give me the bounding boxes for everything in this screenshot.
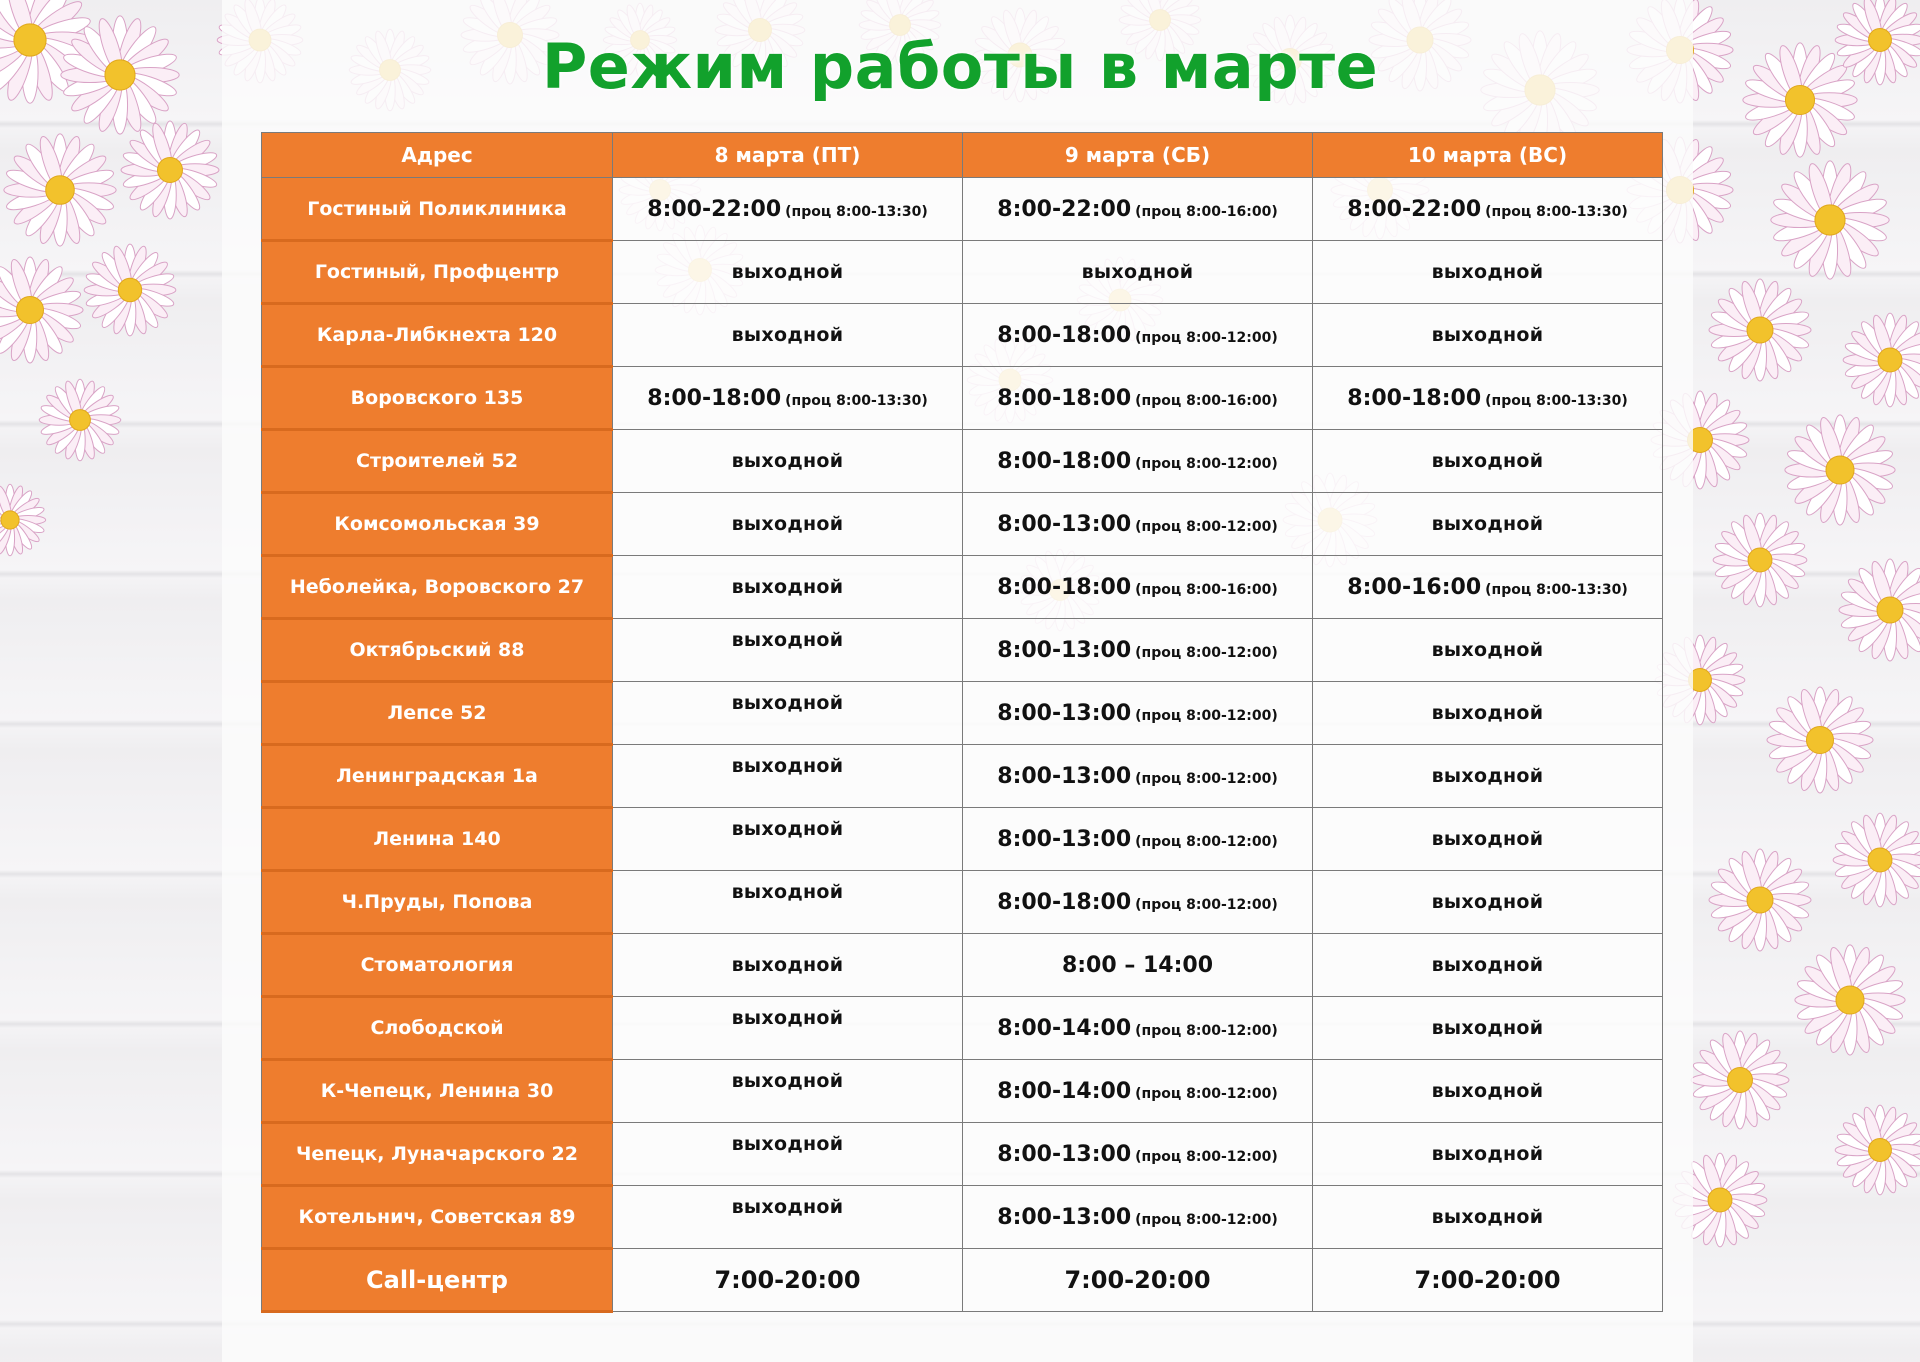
hours-main: 8:00-13:00 [997, 700, 1132, 726]
procedures-hours: (проц 8:00-16:00) [1135, 581, 1278, 598]
hours-cell-day2 [963, 1060, 1313, 1123]
hours-main: 8:00-22:00 [647, 196, 782, 222]
hours-cell-day3 [1313, 241, 1663, 304]
day-off-label: выходной [1431, 261, 1544, 283]
hours-cell-day1 [613, 682, 963, 745]
hours-cell-day1 [613, 367, 963, 430]
daisy-flower [4, 134, 116, 246]
daisy-flower [1771, 161, 1889, 279]
hours-cell-day2 [963, 493, 1313, 556]
hours-cell-day2 [963, 745, 1313, 808]
hours-cell-day1 [613, 934, 963, 997]
procedures-hours: (проц 8:00-12:00) [1135, 707, 1278, 724]
hours-cell-day2 [963, 241, 1313, 304]
table-row [262, 241, 1663, 304]
day-off-label: выходной [1431, 828, 1544, 850]
daisy-flower [1713, 513, 1807, 607]
hours-main: 8:00-13:00 [997, 1141, 1132, 1167]
day-off-label: выходной [1431, 450, 1544, 472]
table-row [262, 682, 1663, 745]
hours-cell-day2 [963, 682, 1313, 745]
hours-cell-day3 [1313, 304, 1663, 367]
hours-main: 8:00-16:00 [1347, 574, 1482, 600]
day-off-label: выходной [731, 1133, 844, 1155]
day-off-label: выходной [1431, 891, 1544, 913]
procedures-hours: (проц 8:00-12:00) [1135, 644, 1278, 661]
table-row [262, 745, 1663, 808]
hours-main: 8:00-18:00 [1347, 385, 1482, 411]
call-center-hours-day2 [963, 1249, 1313, 1312]
hours-cell-day2 [963, 304, 1313, 367]
hours-cell-day1 [613, 997, 963, 1060]
day-off-label: выходной [731, 1196, 844, 1218]
hours-cell-day2 [963, 997, 1313, 1060]
hours-cell-day1 [613, 745, 963, 808]
day-off-label: выходной [731, 1070, 844, 1092]
address-cell: Гостиный, Профцентр [262, 241, 613, 304]
hours-cell-day2 [963, 556, 1313, 619]
daisy-flower [1691, 1031, 1789, 1129]
day-off-label: выходной [1431, 1143, 1544, 1165]
hours-cell-day3 [1313, 367, 1663, 430]
procedures-hours: (проц 8:00-12:00) [1135, 770, 1278, 787]
daisy-flower [1795, 945, 1905, 1055]
address-cell: Гостиный Поликлиника [262, 178, 613, 241]
hours-main: 8:00-18:00 [647, 385, 782, 411]
address-cell: Стоматология [262, 934, 613, 997]
hours-main: 8:00-22:00 [997, 196, 1132, 222]
hours-cell-day2 [963, 934, 1313, 997]
address-cell: Чепецк, Луначарского 22 [262, 1123, 613, 1186]
table-row [262, 367, 1663, 430]
day-off-label: выходной [1431, 639, 1544, 661]
hours-cell-day3 [1313, 1060, 1663, 1123]
daisy-flower [1843, 313, 1920, 407]
daisy-flower [121, 121, 219, 219]
day-off-label: выходной [731, 450, 844, 472]
hours-cell-day3 [1313, 745, 1663, 808]
daisy-flower [1785, 415, 1895, 525]
hours-cell-day2 [963, 871, 1313, 934]
procedures-hours: (проц 8:00-12:00) [1135, 1085, 1278, 1102]
daisy-flower [1833, 813, 1920, 907]
hours-cell-day2 [963, 430, 1313, 493]
procedures-hours: (проц 8:00-16:00) [1135, 203, 1278, 220]
hours-cell-day2 [963, 1123, 1313, 1186]
day-off-label: выходной [731, 261, 844, 283]
day-off-label: выходной [1431, 1206, 1544, 1228]
table-row [262, 871, 1663, 934]
hours-cell-day2 [963, 808, 1313, 871]
day-off-label: выходной [1431, 765, 1544, 787]
table-row [262, 1123, 1663, 1186]
procedures-hours: (проц 8:00-12:00) [1135, 455, 1278, 472]
table-row [262, 1186, 1663, 1249]
hours-cell-day1 [613, 493, 963, 556]
hours-cell-day1 [613, 430, 963, 493]
day-off-label: выходной [731, 324, 844, 346]
table-row [262, 178, 1663, 241]
hours-cell-day3 [1313, 1123, 1663, 1186]
hours-cell-day1 [613, 871, 963, 934]
hours-main: 7:00-20:00 [1064, 1266, 1211, 1294]
table-row [262, 1060, 1663, 1123]
column-header-address: Адрес [262, 133, 613, 178]
hours-main: 8:00-13:00 [997, 826, 1132, 852]
day-off-label: выходной [1431, 1017, 1544, 1039]
table-row [262, 556, 1663, 619]
hours-cell-day1 [613, 304, 963, 367]
day-off-label: выходной [731, 881, 844, 903]
hours-main: 8:00 – 14:00 [1061, 952, 1214, 978]
address-cell: Ленинградская 1а [262, 745, 613, 808]
hours-cell-day3 [1313, 178, 1663, 241]
address-cell: Комсомольская 39 [262, 493, 613, 556]
hours-cell-day2 [963, 367, 1313, 430]
daisy-flower [1835, 1105, 1920, 1195]
day-off-label: выходной [731, 513, 844, 535]
procedures-hours: (проц 8:00-12:00) [1135, 1022, 1278, 1039]
day-off-label: выходной [731, 755, 844, 777]
hours-main: 8:00-18:00 [997, 385, 1132, 411]
hours-cell-day1 [613, 556, 963, 619]
table-header-row [262, 133, 1663, 178]
day-off-label: выходной [731, 692, 844, 714]
day-off-label: выходной [1431, 1080, 1544, 1102]
day-off-label: выходной [1431, 954, 1544, 976]
daisy-flower [1767, 687, 1873, 793]
daisy-flower [1839, 559, 1920, 661]
procedures-hours: (проц 8:00-12:00) [1135, 518, 1278, 535]
hours-cell-day2 [963, 1186, 1313, 1249]
address-cell: Слободской [262, 997, 613, 1060]
call-center-label: Call-центр [262, 1249, 613, 1312]
page-title: Режим работы в марте [541, 30, 1379, 103]
procedures-hours: (проц 8:00-16:00) [1135, 392, 1278, 409]
hours-main: 8:00-18:00 [997, 448, 1132, 474]
hours-main: 7:00-20:00 [714, 1266, 861, 1294]
call-center-row [262, 1249, 1663, 1312]
table-row [262, 430, 1663, 493]
procedures-hours: (проц 8:00-13:30) [1485, 203, 1628, 220]
hours-main: 8:00-13:00 [997, 511, 1132, 537]
day-off-label: выходной [731, 629, 844, 651]
day-off-label: выходной [731, 576, 844, 598]
hours-cell-day3 [1313, 934, 1663, 997]
address-cell: Котельнич, Советская 89 [262, 1186, 613, 1249]
hours-cell-day3 [1313, 808, 1663, 871]
hours-cell-day1 [613, 178, 963, 241]
daisy-flower [1709, 279, 1811, 381]
day-off-label: выходной [731, 954, 844, 976]
hours-cell-day1 [613, 808, 963, 871]
table-row [262, 304, 1663, 367]
procedures-hours: (проц 8:00-12:00) [1135, 1211, 1278, 1228]
day-off-label: выходной [731, 1007, 844, 1029]
day-off-label: выходной [1431, 702, 1544, 724]
table-row [262, 808, 1663, 871]
day-off-label: выходной [731, 818, 844, 840]
procedures-hours: (проц 8:00-12:00) [1135, 329, 1278, 346]
hours-cell-day2 [963, 178, 1313, 241]
address-cell: Воровского 135 [262, 367, 613, 430]
procedures-hours: (проц 8:00-12:00) [1135, 1148, 1278, 1165]
table-row [262, 493, 1663, 556]
hours-main: 8:00-22:00 [1347, 196, 1482, 222]
hours-cell-day3 [1313, 682, 1663, 745]
table-row [262, 934, 1663, 997]
daisy-flower [39, 379, 121, 461]
address-cell: Строителей 52 [262, 430, 613, 493]
hours-main: 8:00-18:00 [997, 889, 1132, 915]
hours-cell-day3 [1313, 1186, 1663, 1249]
table-row [262, 997, 1663, 1060]
daisy-flower [1709, 849, 1811, 951]
day-off-label: выходной [1081, 261, 1194, 283]
procedures-hours: (проц 8:00-13:30) [785, 392, 928, 409]
address-cell: Карла-Либкнехта 120 [262, 304, 613, 367]
hours-cell-day3 [1313, 430, 1663, 493]
column-header-day1: 8 марта (ПТ) [613, 133, 963, 178]
address-cell: Ленина 140 [262, 808, 613, 871]
hours-cell-day3 [1313, 556, 1663, 619]
hours-main: 8:00-13:00 [997, 637, 1132, 663]
procedures-hours: (проц 8:00-12:00) [1135, 896, 1278, 913]
hours-cell-day3 [1313, 619, 1663, 682]
hours-cell-day1 [613, 241, 963, 304]
procedures-hours: (проц 8:00-12:00) [1135, 833, 1278, 850]
address-cell: Неболейка, Воровского 27 [262, 556, 613, 619]
address-cell: Лепсе 52 [262, 682, 613, 745]
daisy-flower [0, 257, 83, 363]
schedule-table [261, 132, 1663, 1313]
column-header-day3: 10 марта (ВС) [1313, 133, 1663, 178]
daisy-flower [0, 484, 46, 555]
hours-main: 8:00-18:00 [997, 322, 1132, 348]
hours-main: 8:00-13:00 [997, 1204, 1132, 1230]
hours-main: 8:00-13:00 [997, 763, 1132, 789]
day-off-label: выходной [1431, 513, 1544, 535]
hours-cell-day2 [963, 619, 1313, 682]
address-cell: К-Чепецк, Ленина 30 [262, 1060, 613, 1123]
day-off-label: выходной [1431, 324, 1544, 346]
address-cell: Ч.Пруды, Попова [262, 871, 613, 934]
hours-cell-day1 [613, 619, 963, 682]
hours-main: 8:00-18:00 [997, 574, 1132, 600]
call-center-hours-day3 [1313, 1249, 1663, 1312]
hours-cell-day1 [613, 1060, 963, 1123]
hours-main: 8:00-14:00 [997, 1015, 1132, 1041]
procedures-hours: (проц 8:00-13:30) [1485, 581, 1628, 598]
procedures-hours: (проц 8:00-13:30) [1485, 392, 1628, 409]
hours-cell-day3 [1313, 493, 1663, 556]
hours-main: 8:00-14:00 [997, 1078, 1132, 1104]
address-cell: Октябрьский 88 [262, 619, 613, 682]
hours-cell-day3 [1313, 997, 1663, 1060]
hours-cell-day3 [1313, 871, 1663, 934]
hours-main: 7:00-20:00 [1414, 1266, 1561, 1294]
table-row [262, 619, 1663, 682]
hours-cell-day1 [613, 1186, 963, 1249]
hours-cell-day1 [613, 1123, 963, 1186]
call-center-hours-day1 [613, 1249, 963, 1312]
procedures-hours: (проц 8:00-13:30) [785, 203, 928, 220]
column-header-day2: 9 марта (СБ) [963, 133, 1313, 178]
daisy-flower [84, 244, 176, 336]
